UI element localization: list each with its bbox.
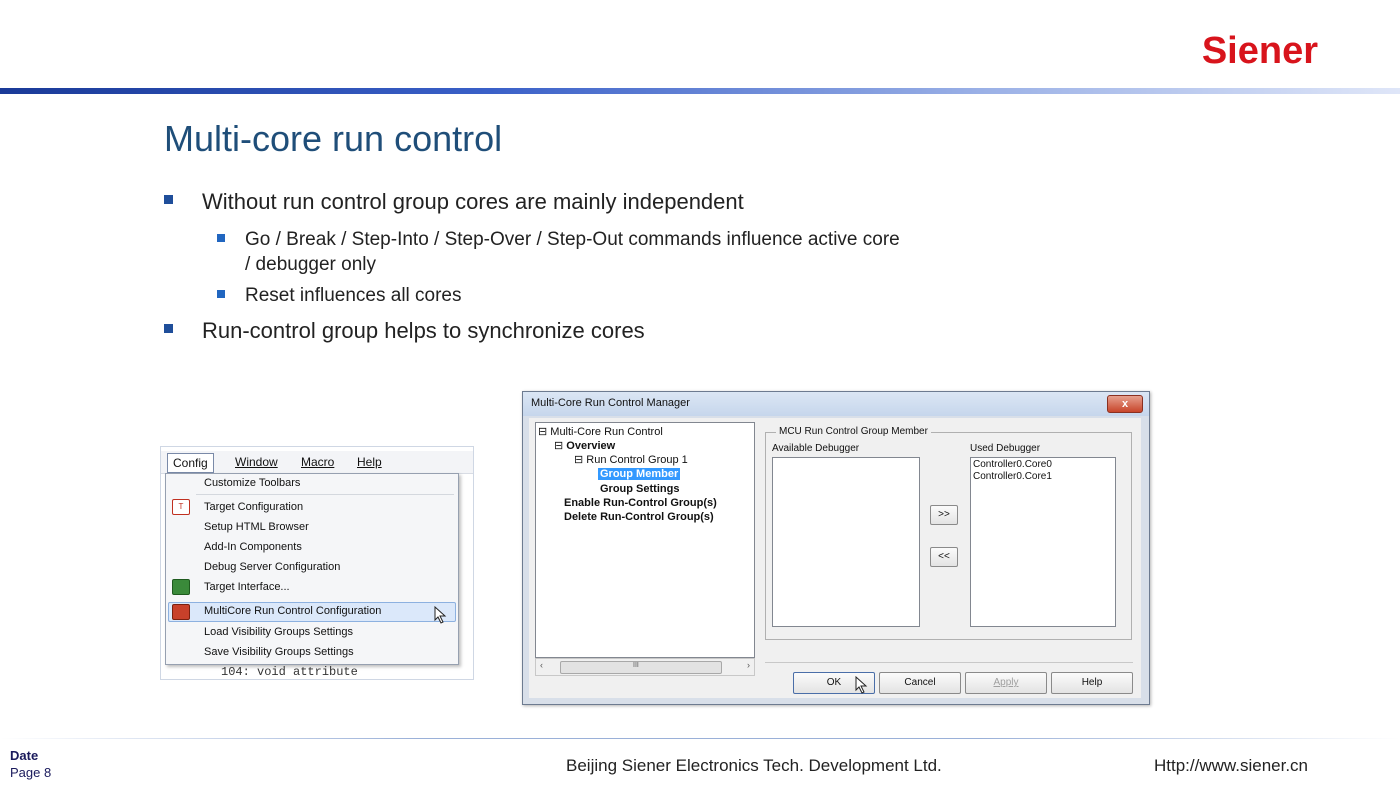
collapse-icon: ⊟: [574, 454, 584, 466]
mouse-cursor-icon: [855, 676, 869, 694]
apply-button[interactable]: Apply: [965, 672, 1047, 694]
menubar: [161, 451, 473, 474]
list-item[interactable]: Controller0.Core1: [973, 471, 1052, 482]
collapse-icon: ⊟: [538, 426, 548, 438]
footer-url: Http://www.siener.cn: [1154, 756, 1309, 775]
tree-node-label: Overview: [566, 440, 616, 452]
navigation-tree: [535, 422, 755, 658]
target-config-icon: T: [172, 499, 190, 515]
target-interface-icon: [172, 579, 190, 595]
bullet-marker: [217, 290, 225, 298]
bullet-marker: [164, 195, 173, 204]
tree-node-label: Group Member: [600, 468, 679, 480]
scrollbar-thumb[interactable]: [560, 661, 722, 674]
cancel-button[interactable]: Cancel: [879, 672, 961, 694]
close-button[interactable]: x: [1107, 395, 1143, 413]
tree-node-root[interactable]: [538, 425, 663, 438]
available-debugger-label: Available Debugger: [772, 443, 860, 454]
used-debugger-list[interactable]: [970, 457, 1116, 627]
bullet-text: Go / Break / Step-Into / Step-Over / Step-Out commands influence active core: [245, 229, 900, 250]
scroll-left-icon[interactable]: ‹: [540, 660, 543, 670]
brand-logo: Siener: [1201, 30, 1318, 72]
help-button[interactable]: Help: [1051, 672, 1133, 694]
menu-item-load-visibility-groups[interactable]: Load Visibility Groups Settings: [204, 626, 353, 638]
tree-node-label: Multi-Core Run Control: [550, 426, 663, 438]
tree-node-label: Run Control Group 1: [586, 454, 688, 466]
available-debugger-list[interactable]: [772, 457, 920, 627]
menu-item-multicore-run-control-configuration[interactable]: MultiCore Run Control Configuration: [204, 605, 382, 617]
list-item[interactable]: Controller0.Core0: [973, 459, 1052, 470]
tree-node-delete-groups[interactable]: Delete Run-Control Group(s): [564, 511, 714, 523]
ok-button[interactable]: OK: [793, 672, 875, 694]
mouse-cursor-icon: [434, 606, 448, 624]
bullet-marker: [217, 234, 225, 242]
add-debugger-button[interactable]: >>: [930, 505, 958, 525]
menu-item-target-configuration[interactable]: Target Configuration: [204, 501, 304, 513]
multicore-icon: [172, 604, 190, 620]
menu-separator: [196, 494, 454, 495]
multicore-run-control-dialog: [522, 391, 1150, 705]
bullet-text: Run-control group helps to synchronize cores: [202, 318, 645, 343]
collapse-icon: ⊟: [554, 440, 564, 452]
tree-node-group-settings[interactable]: Group Settings: [600, 483, 680, 495]
button-separator: [765, 662, 1133, 663]
menu-item-debug-server-configuration[interactable]: Debug Server Configuration: [204, 561, 341, 573]
tree-node-overview[interactable]: [554, 439, 615, 452]
sub-bullet-item: [245, 285, 462, 307]
menu-macro[interactable]: Macro: [301, 455, 335, 469]
menu-item-target-interface[interactable]: Target Interface...: [204, 581, 290, 593]
footer-divider: [0, 738, 1400, 739]
used-debugger-label: Used Debugger: [970, 443, 1041, 454]
dialog-titlebar: [523, 392, 1149, 416]
tree-node-enable-groups[interactable]: Enable Run-Control Group(s): [564, 497, 717, 509]
tree-node-run-control-group[interactable]: [574, 453, 688, 466]
config-menu-screenshot: [160, 446, 474, 680]
dialog-body: [529, 418, 1141, 698]
scroll-right-icon[interactable]: ›: [747, 660, 750, 670]
horizontal-scrollbar[interactable]: [535, 658, 755, 676]
sub-bullet-continuation: / debugger only: [245, 254, 376, 275]
code-snippet: 104: void attribute: [221, 665, 358, 679]
dialog-title: Multi-Core Run Control Manager: [531, 397, 690, 409]
sub-bullet-item: [245, 229, 900, 251]
slide-title: Multi-core run control: [164, 118, 503, 159]
footer-company: Beijing Siener Electronics Tech. Development Ltd.: [566, 756, 942, 775]
group-member-groupbox: [765, 426, 1132, 640]
footer-page-number: Page 8: [10, 765, 52, 780]
menu-item-add-in-components[interactable]: Add-In Components: [204, 541, 302, 553]
tree-node-group-member[interactable]: [598, 468, 680, 480]
config-dropdown: [165, 473, 459, 665]
menu-item-save-visibility-groups[interactable]: Save Visibility Groups Settings: [204, 646, 354, 658]
bullet-item: [202, 318, 645, 344]
menu-config[interactable]: Config: [167, 453, 214, 473]
menu-item-setup-html-browser[interactable]: Setup HTML Browser: [204, 521, 309, 533]
menu-window[interactable]: Window: [235, 455, 278, 469]
header-divider: [0, 88, 1400, 94]
menu-help[interactable]: Help: [357, 455, 382, 469]
scroll-grip-marker: III: [633, 662, 639, 669]
bullet-text: Reset influences all cores: [245, 285, 462, 306]
bullet-marker: [164, 324, 173, 333]
groupbox-label: MCU Run Control Group Member: [776, 426, 931, 437]
footer-date: Date: [10, 748, 39, 763]
menu-item-customize-toolbars[interactable]: Customize Toolbars: [204, 477, 301, 489]
remove-debugger-button[interactable]: <<: [930, 547, 958, 567]
bullet-text: Without run control group cores are mainly independent: [202, 189, 744, 214]
bullet-item: [202, 189, 744, 215]
